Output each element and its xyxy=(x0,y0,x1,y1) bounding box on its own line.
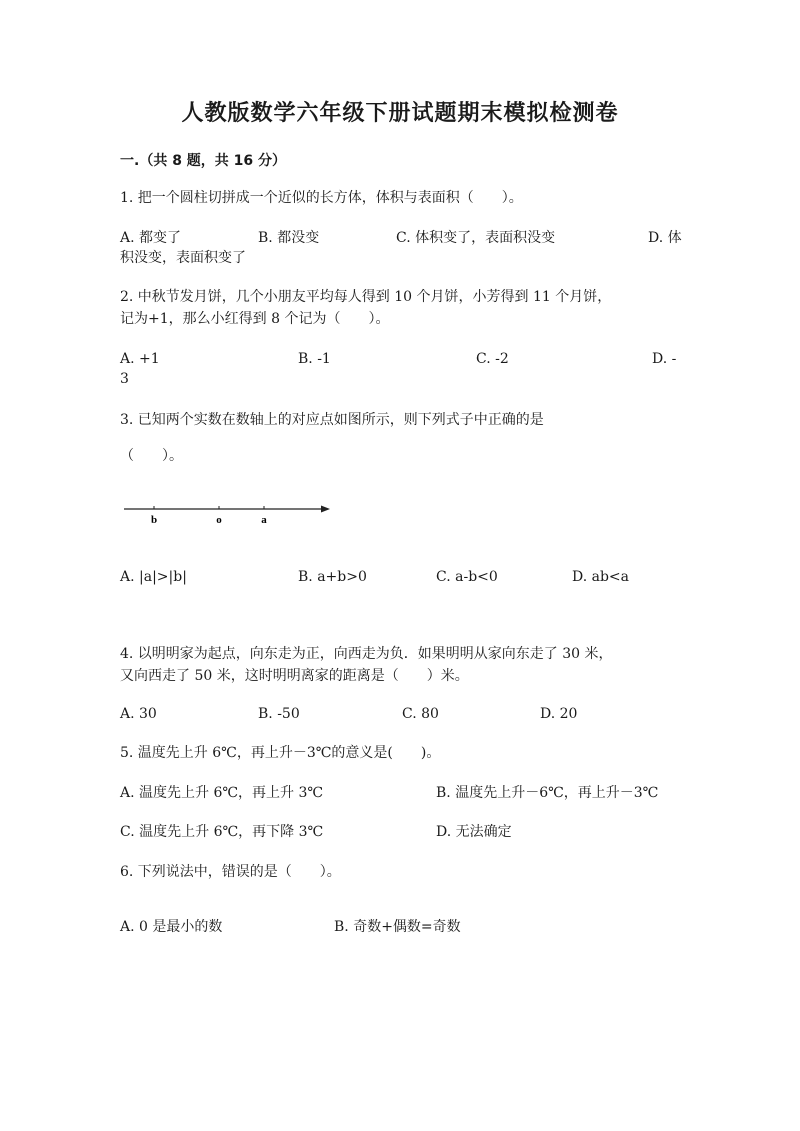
question-1-option-c: C. 体积变了，表面积没变 xyxy=(396,230,556,246)
question-1-option-d: D. 体 xyxy=(648,230,682,246)
question-1-option-a: A. 都变了 xyxy=(120,230,182,246)
question-1-stem: 1. 把一个圆柱切拼成一个近似的长方体，体积与表面积（ ）。 xyxy=(120,190,523,206)
question-2-option-b: B. -1 xyxy=(298,351,331,367)
question-4-stem-line-1: 4. 以明明家为起点，向东走为正，向西走为负．如果明明从家向东走了 30 米， xyxy=(120,646,613,662)
question-3-stem-line-1: 3. 已知两个实数在数轴上的对应点如图所示，则下列式子中正确的是 xyxy=(120,412,544,428)
question-6-stem: 6. 下列说法中，错误的是（ ）。 xyxy=(120,864,341,880)
question-2-option-d: D. - xyxy=(652,351,677,367)
number-line-figure xyxy=(120,498,340,532)
question-3-option-a: A. |a|>|b| xyxy=(120,569,187,585)
label-o: o xyxy=(216,514,222,526)
question-1-option-b: B. 都没变 xyxy=(258,230,320,246)
question-4-stem-line-2: 又向西走了 50 米，这时明明离家的距离是（ ）米。 xyxy=(120,668,469,684)
question-3-option-b: B. a+b>0 xyxy=(298,569,367,585)
question-2-option-c: C. -2 xyxy=(476,351,509,367)
question-3-stem-line-2: （ ）。 xyxy=(120,448,183,464)
question-4-option-b: B. -50 xyxy=(258,706,300,722)
question-5-option-c: C. 温度先上升 6℃，再下降 3℃ xyxy=(120,824,324,840)
question-4-option-a: A. 30 xyxy=(120,706,157,722)
question-2-stem-line-1: 2. 中秋节发月饼，几个小朋友平均每人得到 10 个月饼，小芳得到 11 个月饼， xyxy=(120,289,612,305)
question-2-stem-line-2: 记为+1，那么小红得到 8 个记为（ ）。 xyxy=(120,311,390,327)
question-5-option-b: B. 温度先上升－6℃，再上升－3℃ xyxy=(436,785,659,801)
question-5-option-d: D. 无法确定 xyxy=(436,824,512,840)
question-5-option-a: A. 温度先上升 6℃，再上升 3℃ xyxy=(120,785,324,801)
question-2-option-a: A. +1 xyxy=(120,351,160,367)
question-1-option-d-continued: 积没变，表面积变了 xyxy=(120,250,246,266)
question-4-option-d: D. 20 xyxy=(540,706,578,722)
question-2-option-d-continued: 3 xyxy=(120,371,129,387)
number-line-arrow xyxy=(321,506,330,513)
question-4-option-c: C. 80 xyxy=(402,706,439,722)
section-heading: 一.（共 8 题，共 16 分） xyxy=(120,153,287,169)
question-5-stem: 5. 温度先上升 6℃，再上升－3℃的意义是( )。 xyxy=(120,745,441,761)
label-a: a xyxy=(261,514,267,526)
question-3-option-c: C. a-b<0 xyxy=(436,569,498,585)
question-6-option-b: B. 奇数+偶数=奇数 xyxy=(334,919,461,935)
question-3-option-d: D. ab<a xyxy=(572,569,630,585)
page-title: 人教版数学六年级下册试题期末模拟检测卷 xyxy=(181,101,619,126)
question-6-option-a: A. 0 是最小的数 xyxy=(120,919,223,935)
label-b: b xyxy=(150,514,158,526)
